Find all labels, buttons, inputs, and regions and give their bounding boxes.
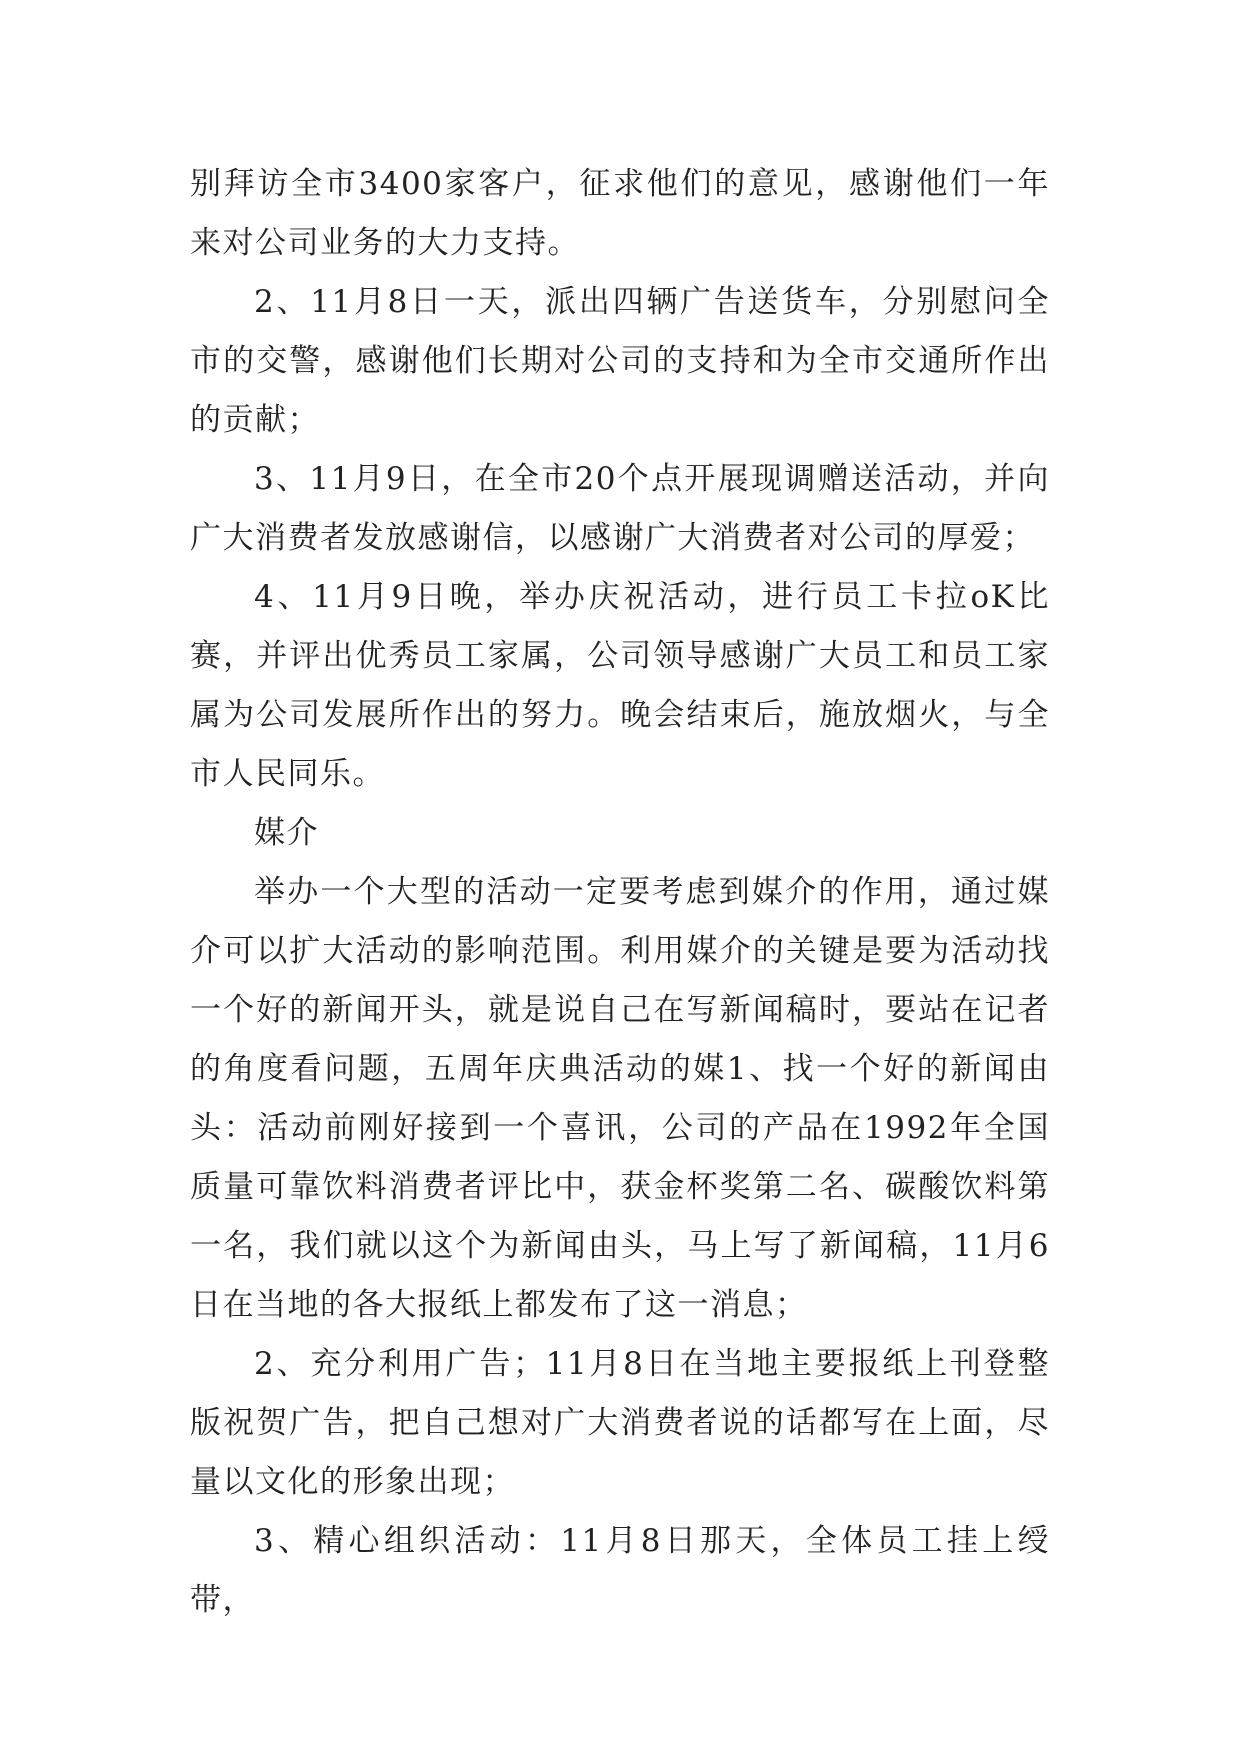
paragraph-7: 2、充分利用广告；11月8日在当地主要报纸上刊登整版祝贺广告，把自己想对广大消费者说的话都写在上面，尽量以文化的形象出现； [190,1346,1050,1500]
section-heading-media: 媒介 [254,815,319,851]
paragraph-3: 3、11月9日，在全市20个点开展现调赠送活动，并向广大消费者发放感谢信，以感谢广大消费者对公司的厚爱； [190,461,1050,556]
paragraph-2: 2、11月8日一天，派出四辆广告送货车，分别慰问全市的交警，感谢他们长期对公司的支持和为全市交通所作出的贡献； [190,284,1050,438]
document-body [190,155,1050,1630]
paragraph-8: 3、精心组织活动：11月8日那天，全体员工挂上绶带， [190,1523,1050,1618]
paragraph-4: 4、11月9日晚，举办庆祝活动，进行员工卡拉oK比赛，并评出优秀员工家属，公司领导感谢广大员工和员工家属为公司发展所作出的努力。晚会结束后，施放烟火，与全市人民同乐。 [190,579,1050,792]
paragraph-1: 别拜访全市3400家客户，征求他们的意见，感谢他们一年来对公司业务的大力支持。 [190,166,1050,261]
paragraph-6: 举办一个大型的活动一定要考虑到媒介的作用，通过媒介可以扩大活动的影响范围。利用媒介的关键是要为活动找一个好的新闻开头，就是说自己在写新闻稿时，要站在记者的角度看问题，五周年庆典活动的媒1、找一个好的新闻由头：活动前刚好接到一个喜讯，公司的产品在1992年全国质量可靠饮料消费者评比中，获金杯奖第二名、碳酸饮料第一名，我们就以这个为新闻由头，马上写了新闻稿，11月6日在当地的各大报纸上都发布了这一消息； [190,874,1050,1323]
